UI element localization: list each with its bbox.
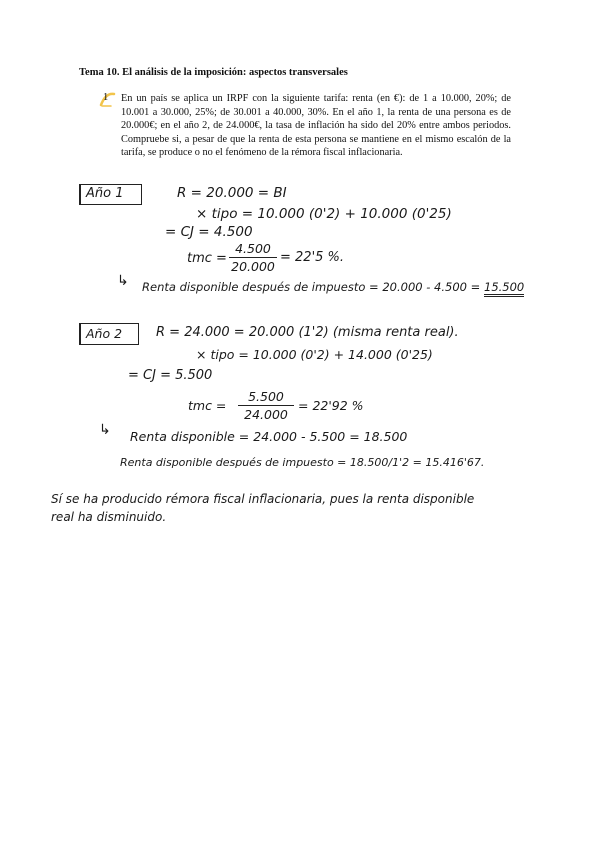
year2-disposable-after-tax: Renta disponible después de impuesto = 18.500/1'2 = 15.416'67. <box>120 456 485 469</box>
year1-label: Año 1 <box>86 186 124 201</box>
year1-tmc-result: = 22'5 %. <box>280 250 345 265</box>
year1-disposable-result: 15.500 <box>484 280 524 297</box>
year2-tax-line: = CJ = 5.500 <box>128 368 213 383</box>
year2-tmc-denominator: 24.000 <box>244 407 288 422</box>
year1-rate-line: × tipo = 10.000 (0'2) + 10.000 (0'25) <box>196 206 452 222</box>
year1-arrow-icon: ↳ <box>117 273 129 289</box>
year2-tmc-result: = 22'92 % <box>298 398 364 413</box>
year2-disposable-income: Renta disponible = 24.000 - 5.500 = 18.500 <box>130 429 408 444</box>
conclusion-line-1: Sí se ha producido rémora fiscal inflacionaria, pues la renta disponible <box>51 492 475 506</box>
year2-label: Año 2 <box>86 326 123 341</box>
year2-tmc-numerator: 5.500 <box>248 389 284 404</box>
page-title: Tema 10. El análisis de la imposición: aspectos transversales <box>79 67 348 78</box>
conclusion-line-2: real ha disminuido. <box>51 510 167 524</box>
problem-number: 1 <box>103 92 109 103</box>
year1-tmc-label: tmc = <box>187 251 227 266</box>
year1-disposable-income: Renta disponible después de impuesto = 20.000 - 4.500 = <box>142 280 481 294</box>
year1-income-line: R = 20.000 = BI <box>177 185 287 201</box>
year1-tmc-fraction <box>229 241 277 274</box>
year1-tax-line: = CJ = 4.500 <box>165 224 253 240</box>
year2-tmc-label: tmc = <box>188 398 227 413</box>
problem-statement: En un país se aplica un IRPF con la siguiente tarifa: renta (en €): de 1 a 10.000, 20%; de 10.001 a 30.000, 25%; de 30.001 a 40.000, 30%. En el año 1, la renta de una persona es de 20.000€; en el año 2, de 24.000€, la tasa de inflación ha sido del 20% entre ambos periodos. Compruebe si, a pesar de que la renta de esta persona se mantiene en el mismo escalón de la tarifa, se produce o no el fenómeno de la rémora fiscal inflacionaria. <box>121 93 511 158</box>
year2-rate-line: × tipo = 10.000 (0'2) + 14.000 (0'25) <box>196 347 433 362</box>
year1-tmc-denominator: 20.000 <box>231 259 275 274</box>
year2-income-line: R = 24.000 = 20.000 (1'2) (misma renta real). <box>156 325 459 340</box>
year2-arrow-icon: ↳ <box>99 422 111 438</box>
year1-tmc-numerator: 4.500 <box>235 241 271 256</box>
year2-tmc-fraction <box>238 389 294 422</box>
problem-number-badge <box>99 91 115 107</box>
